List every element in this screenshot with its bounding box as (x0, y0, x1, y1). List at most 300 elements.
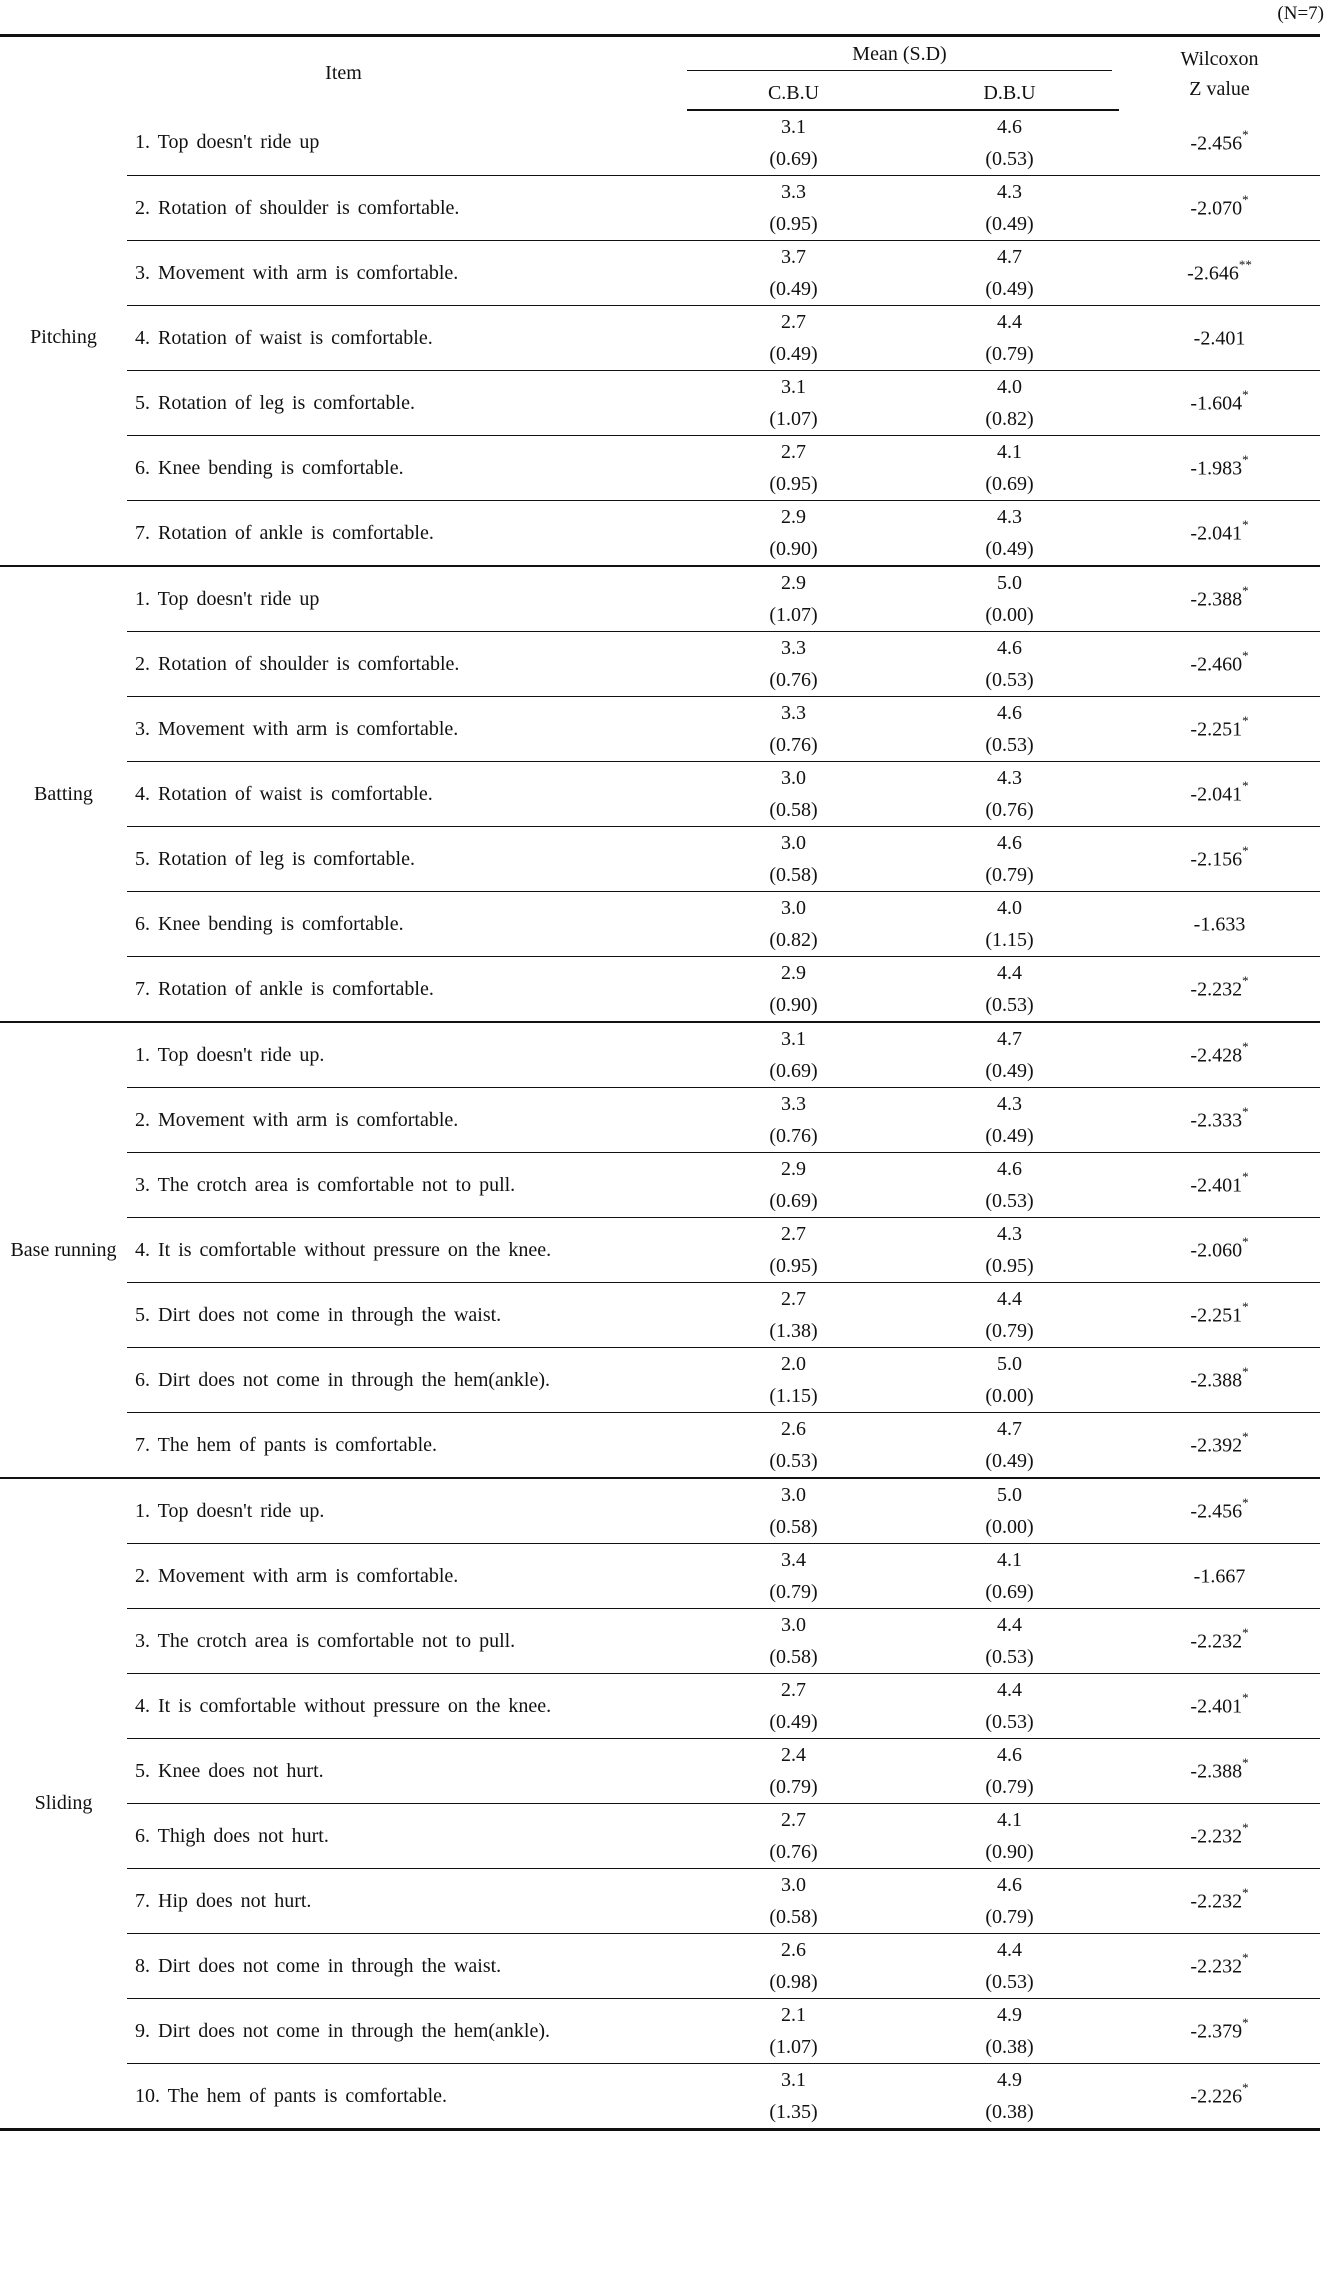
dbu-mean: 4.7 (997, 246, 1022, 268)
cbu-cell (687, 566, 900, 632)
cbu-mean: 3.3 (781, 637, 806, 659)
dbu-mean: 4.6 (997, 832, 1022, 854)
z-value: -2.232 (1190, 1955, 1243, 1978)
table-row (0, 1869, 1320, 1934)
cbu-sd: (0.95) (769, 213, 818, 235)
table-row (0, 501, 1320, 567)
significance-mark: * (1242, 387, 1249, 403)
cbu-sd: (1.35) (769, 2101, 818, 2123)
table-row (0, 1413, 1320, 1479)
z-value: -2.232 (1190, 978, 1243, 1001)
item-text: 2. Rotation of shoulder is comfortable. (127, 632, 687, 697)
cbu-cell (687, 1544, 900, 1609)
dbu-mean: 4.3 (997, 181, 1022, 203)
cbu-mean: 3.0 (781, 897, 806, 919)
cbu-sd: (0.69) (769, 1060, 818, 1082)
cbu-sd: (0.98) (769, 1971, 818, 1993)
cbu-cell (687, 436, 900, 501)
dbu-mean: 4.4 (997, 311, 1022, 333)
dbu-mean: 4.9 (997, 2069, 1022, 2091)
cbu-mean: 2.7 (781, 441, 806, 463)
cbu-sd: (0.79) (769, 1776, 818, 1798)
cbu-mean: 3.1 (781, 1028, 806, 1050)
z-value: -2.646 (1187, 262, 1239, 285)
z-cell (1119, 1674, 1320, 1739)
z-cell (1119, 892, 1320, 957)
z-cell (1119, 241, 1320, 306)
cbu-cell (687, 1739, 900, 1804)
dbu-sd: (0.49) (985, 538, 1034, 560)
significance-mark: * (1242, 2015, 1249, 2031)
z-cell (1119, 1999, 1320, 2064)
significance-mark: * (1242, 1169, 1249, 1185)
cbu-mean: 3.0 (781, 1484, 806, 1506)
dbu-sd: (0.00) (985, 1385, 1034, 1407)
cbu-sd: (0.58) (769, 1906, 818, 1928)
significance-mark: * (1242, 517, 1249, 533)
dbu-cell (900, 1739, 1119, 1804)
cbu-cell (687, 501, 900, 567)
cbu-mean: 3.0 (781, 767, 806, 789)
header-mean (687, 36, 1119, 78)
z-cell (1119, 436, 1320, 501)
z-value: -2.401 (1190, 1695, 1243, 1718)
dbu-sd: (0.49) (985, 1125, 1034, 1147)
table-row (0, 1739, 1320, 1804)
significance-mark: * (1242, 1625, 1249, 1641)
dbu-sd: (0.49) (985, 1450, 1034, 1472)
cbu-cell (687, 1218, 900, 1283)
cbu-mean: 3.4 (781, 1549, 806, 1571)
dbu-mean: 4.0 (997, 376, 1022, 398)
cbu-cell (687, 1478, 900, 1544)
table-row (0, 697, 1320, 762)
z-cell (1119, 1283, 1320, 1348)
significance-mark: * (1242, 1429, 1249, 1445)
z-cell (1119, 1022, 1320, 1088)
group-label: Sliding (0, 1478, 127, 2130)
table-row (0, 957, 1320, 1023)
table-row (0, 827, 1320, 892)
cbu-sd: (0.82) (769, 929, 818, 951)
dbu-mean: 4.7 (997, 1418, 1022, 1440)
table-body (0, 110, 1320, 2130)
dbu-sd: (0.49) (985, 278, 1034, 300)
dbu-mean: 4.1 (997, 1549, 1022, 1571)
z-value: -2.251 (1190, 1304, 1243, 1327)
dbu-cell (900, 1609, 1119, 1674)
cbu-sd: (0.58) (769, 864, 818, 886)
dbu-mean: 4.6 (997, 116, 1022, 138)
z-cell (1119, 957, 1320, 1023)
z-value: -2.070 (1190, 197, 1243, 220)
dbu-sd: (0.38) (985, 2101, 1034, 2123)
item-text: 9. Dirt does not come in through the hem(ankle). (127, 1999, 687, 2064)
z-cell (1119, 1153, 1320, 1218)
cbu-sd: (0.53) (769, 1450, 818, 1472)
group-label: Batting (0, 566, 127, 1022)
table-row (0, 1934, 1320, 1999)
item-text: 1. Top doesn't ride up. (127, 1022, 687, 1088)
z-value: -2.392 (1190, 1434, 1243, 1457)
group-label: Pitching (0, 110, 127, 566)
table-row (0, 1999, 1320, 2064)
dbu-cell (900, 241, 1119, 306)
table-row (0, 1609, 1320, 1674)
z-cell (1119, 1609, 1320, 1674)
cbu-mean: 3.3 (781, 181, 806, 203)
z-cell (1119, 1218, 1320, 1283)
z-value: -1.667 (1193, 1565, 1246, 1588)
significance-mark: * (1242, 1299, 1249, 1315)
cbu-sd: (0.95) (769, 473, 818, 495)
z-value: -2.060 (1190, 1239, 1243, 1262)
cbu-sd: (0.90) (769, 538, 818, 560)
cbu-cell (687, 1413, 900, 1479)
cbu-sd: (1.07) (769, 2036, 818, 2058)
cbu-sd: (0.76) (769, 669, 818, 691)
cbu-cell (687, 306, 900, 371)
table-row (0, 566, 1320, 632)
item-text: 6. Thigh does not hurt. (127, 1804, 687, 1869)
dbu-cell (900, 1218, 1119, 1283)
cbu-mean: 2.7 (781, 1288, 806, 1310)
dbu-mean: 4.6 (997, 637, 1022, 659)
cbu-sd: (0.76) (769, 1841, 818, 1863)
table-row (0, 1283, 1320, 1348)
z-value: -1.633 (1193, 913, 1246, 936)
item-text: 10. The hem of pants is comfortable. (127, 2064, 687, 2130)
dbu-mean: 4.6 (997, 702, 1022, 724)
cbu-mean: 3.0 (781, 1874, 806, 1896)
z-cell (1119, 566, 1320, 632)
cbu-mean: 3.1 (781, 376, 806, 398)
significance-mark: * (1242, 1364, 1249, 1380)
z-value: -2.041 (1190, 783, 1243, 806)
dbu-mean: 4.3 (997, 1223, 1022, 1245)
dbu-cell (900, 306, 1119, 371)
dbu-sd: (0.82) (985, 408, 1034, 430)
header-dbu: D.B.U (900, 77, 1119, 110)
z-value: -2.388 (1190, 1760, 1243, 1783)
dbu-sd: (0.79) (985, 1776, 1034, 1798)
item-text: 2. Rotation of shoulder is comfortable. (127, 176, 687, 241)
item-text: 5. Rotation of leg is comfortable. (127, 827, 687, 892)
table-row (0, 2064, 1320, 2130)
dbu-sd: (0.69) (985, 473, 1034, 495)
cbu-sd: (0.58) (769, 1646, 818, 1668)
dbu-cell (900, 371, 1119, 436)
dbu-mean: 4.4 (997, 1614, 1022, 1636)
dbu-sd: (0.53) (985, 1190, 1034, 1212)
item-text: 4. It is comfortable without pressure on the knee. (127, 1218, 687, 1283)
dbu-cell (900, 176, 1119, 241)
item-text: 4. Rotation of waist is comfortable. (127, 762, 687, 827)
dbu-mean: 5.0 (997, 572, 1022, 594)
significance-mark: * (1242, 1885, 1249, 1901)
item-text: 6. Knee bending is comfortable. (127, 892, 687, 957)
significance-mark: * (1242, 126, 1249, 142)
cbu-mean: 2.9 (781, 572, 806, 594)
cbu-mean: 2.7 (781, 311, 806, 333)
significance-mark: * (1242, 192, 1249, 208)
dbu-cell (900, 1022, 1119, 1088)
z-value: -2.401 (1190, 1174, 1243, 1197)
z-cell (1119, 306, 1320, 371)
table-row (0, 1348, 1320, 1413)
cbu-mean: 2.9 (781, 1158, 806, 1180)
z-cell (1119, 1544, 1320, 1609)
cbu-sd: (0.95) (769, 1255, 818, 1277)
dbu-cell (900, 632, 1119, 697)
table-row (0, 306, 1320, 371)
dbu-sd: (0.79) (985, 343, 1034, 365)
z-value: -2.388 (1190, 1369, 1243, 1392)
table-row (0, 632, 1320, 697)
cbu-sd: (0.58) (769, 1516, 818, 1538)
significance-mark: * (1242, 843, 1249, 859)
dbu-sd: (0.38) (985, 2036, 1034, 2058)
dbu-sd: (0.79) (985, 864, 1034, 886)
item-text: 4. It is comfortable without pressure on the knee. (127, 1674, 687, 1739)
item-text: 1. Top doesn't ride up (127, 566, 687, 632)
dbu-mean: 5.0 (997, 1353, 1022, 1375)
z-cell (1119, 1413, 1320, 1479)
cbu-mean: 2.7 (781, 1679, 806, 1701)
group-label: Base running (0, 1022, 127, 1478)
z-cell (1119, 632, 1320, 697)
z-cell (1119, 1804, 1320, 1869)
dbu-sd: (0.53) (985, 1646, 1034, 1668)
significance-mark: * (1242, 1820, 1249, 1836)
significance-mark: * (1242, 452, 1249, 468)
z-cell (1119, 1348, 1320, 1413)
table-row (0, 1022, 1320, 1088)
dbu-sd: (0.53) (985, 148, 1034, 170)
z-value: -2.041 (1190, 522, 1243, 545)
table-row (0, 436, 1320, 501)
dbu-mean: 4.4 (997, 962, 1022, 984)
significance-mark: * (1242, 2080, 1249, 2096)
dbu-cell (900, 1934, 1119, 1999)
cbu-mean: 2.6 (781, 1939, 806, 1961)
dbu-cell (900, 1674, 1119, 1739)
dbu-cell (900, 566, 1119, 632)
cbu-mean: 2.7 (781, 1809, 806, 1831)
cbu-sd: (0.69) (769, 148, 818, 170)
cbu-cell (687, 2064, 900, 2130)
dbu-sd: (0.53) (985, 669, 1034, 691)
table-row (0, 1153, 1320, 1218)
cbu-mean: 3.1 (781, 2069, 806, 2091)
dbu-sd: (1.15) (985, 929, 1034, 951)
table-row (0, 1218, 1320, 1283)
dbu-sd: (0.53) (985, 1971, 1034, 1993)
item-text: 3. The crotch area is comfortable not to pull. (127, 1153, 687, 1218)
cbu-mean: 3.1 (781, 116, 806, 138)
significance-mark: * (1242, 1690, 1249, 1706)
table-row (0, 176, 1320, 241)
significance-mark: * (1242, 1755, 1249, 1771)
cbu-mean: 3.0 (781, 832, 806, 854)
dbu-cell (900, 1283, 1119, 1348)
item-text: 1. Top doesn't ride up. (127, 1478, 687, 1544)
cbu-sd: (0.76) (769, 1125, 818, 1147)
dbu-mean: 4.3 (997, 506, 1022, 528)
significance-mark: ** (1238, 257, 1252, 273)
z-cell (1119, 371, 1320, 436)
dbu-sd: (0.53) (985, 994, 1034, 1016)
item-text: 5. Rotation of leg is comfortable. (127, 371, 687, 436)
cbu-mean: 3.3 (781, 1093, 806, 1115)
cbu-cell (687, 1348, 900, 1413)
z-value: -2.251 (1190, 718, 1243, 741)
z-value: -2.232 (1190, 1890, 1243, 1913)
dbu-cell (900, 2064, 1119, 2130)
z-value: -1.983 (1190, 457, 1243, 480)
dbu-mean: 4.3 (997, 767, 1022, 789)
item-text: 2. Movement with arm is comfortable. (127, 1088, 687, 1153)
table-row (0, 892, 1320, 957)
item-text: 3. Movement with arm is comfortable. (127, 241, 687, 306)
dbu-cell (900, 1869, 1119, 1934)
cbu-cell (687, 176, 900, 241)
z-cell (1119, 501, 1320, 567)
cbu-mean: 2.1 (781, 2004, 806, 2026)
sample-size-note: (N=7) (1277, 3, 1324, 24)
table-row (0, 1804, 1320, 1869)
z-cell (1119, 110, 1320, 176)
dbu-sd: (0.53) (985, 734, 1034, 756)
cbu-mean: 2.0 (781, 1353, 806, 1375)
z-value: -2.401 (1193, 327, 1246, 350)
dbu-cell (900, 110, 1119, 176)
dbu-sd: (0.49) (985, 1060, 1034, 1082)
cbu-cell (687, 1609, 900, 1674)
z-cell (1119, 827, 1320, 892)
cbu-sd: (0.49) (769, 278, 818, 300)
cbu-cell (687, 762, 900, 827)
item-text: 7. Hip does not hurt. (127, 1869, 687, 1934)
dbu-sd: (0.90) (985, 1841, 1034, 1863)
item-text: 1. Top doesn't ride up (127, 110, 687, 176)
cbu-cell (687, 1674, 900, 1739)
z-cell (1119, 2064, 1320, 2130)
header-cbu: C.B.U (687, 77, 900, 110)
table-row (0, 762, 1320, 827)
header-z-line1: Wilcoxon (1180, 47, 1259, 70)
item-text: 5. Dirt does not come in through the waist. (127, 1283, 687, 1348)
cbu-sd: (1.38) (769, 1320, 818, 1342)
dbu-cell (900, 827, 1119, 892)
z-cell (1119, 1478, 1320, 1544)
dbu-sd: (0.00) (985, 604, 1034, 626)
dbu-sd: (0.79) (985, 1320, 1034, 1342)
table-row (0, 1478, 1320, 1544)
dbu-sd: (0.49) (985, 213, 1034, 235)
dbu-cell (900, 436, 1119, 501)
significance-mark: * (1242, 778, 1249, 794)
dbu-sd: (0.95) (985, 1255, 1034, 1277)
dbu-cell (900, 697, 1119, 762)
z-value: -2.232 (1190, 1630, 1243, 1653)
dbu-cell (900, 1153, 1119, 1218)
dbu-cell (900, 762, 1119, 827)
dbu-sd: (0.76) (985, 799, 1034, 821)
item-text: 7. Rotation of ankle is comfortable. (127, 957, 687, 1023)
dbu-sd: (0.53) (985, 1711, 1034, 1733)
cbu-sd: (0.69) (769, 1190, 818, 1212)
z-cell (1119, 1088, 1320, 1153)
dbu-cell (900, 957, 1119, 1023)
item-text: 6. Dirt does not come in through the hem(ankle). (127, 1348, 687, 1413)
cbu-mean: 3.0 (781, 1614, 806, 1636)
z-cell (1119, 1739, 1320, 1804)
cbu-cell (687, 1088, 900, 1153)
z-value: -1.604 (1190, 392, 1243, 415)
dbu-cell (900, 892, 1119, 957)
z-value: -2.428 (1190, 1044, 1243, 1067)
item-text: 7. The hem of pants is comfortable. (127, 1413, 687, 1479)
cbu-mean: 3.7 (781, 246, 806, 268)
dbu-sd: (0.69) (985, 1581, 1034, 1603)
item-text: 8. Dirt does not come in through the waist. (127, 1934, 687, 1999)
dbu-cell (900, 1413, 1119, 1479)
table-row (0, 1544, 1320, 1609)
dbu-mean: 4.4 (997, 1939, 1022, 1961)
z-cell (1119, 762, 1320, 827)
z-value: -2.232 (1190, 1825, 1243, 1848)
z-value: -2.226 (1190, 2085, 1243, 2108)
significance-mark: * (1242, 1495, 1249, 1511)
cbu-mean: 2.7 (781, 1223, 806, 1245)
dbu-cell (900, 1088, 1119, 1153)
dbu-mean: 4.4 (997, 1679, 1022, 1701)
cbu-cell (687, 1869, 900, 1934)
dbu-sd: (0.79) (985, 1906, 1034, 1928)
item-text: 5. Knee does not hurt. (127, 1739, 687, 1804)
z-value: -2.333 (1190, 1109, 1243, 1132)
dbu-mean: 4.4 (997, 1288, 1022, 1310)
cbu-mean: 2.6 (781, 1418, 806, 1440)
dbu-mean: 4.7 (997, 1028, 1022, 1050)
dbu-mean: 4.6 (997, 1874, 1022, 1896)
z-value: -2.456 (1190, 132, 1243, 155)
table-row (0, 1088, 1320, 1153)
cbu-mean: 2.9 (781, 962, 806, 984)
item-text: 7. Rotation of ankle is comfortable. (127, 501, 687, 567)
cbu-sd: (0.58) (769, 799, 818, 821)
cbu-sd: (0.49) (769, 1711, 818, 1733)
table-row (0, 371, 1320, 436)
dbu-mean: 4.0 (997, 897, 1022, 919)
dbu-mean: 4.6 (997, 1158, 1022, 1180)
cbu-cell (687, 1934, 900, 1999)
dbu-cell (900, 1544, 1119, 1609)
z-value: -2.379 (1190, 2020, 1243, 2043)
significance-mark: * (1242, 1234, 1249, 1250)
table-row (0, 110, 1320, 176)
cbu-cell (687, 1283, 900, 1348)
cbu-cell (687, 1999, 900, 2064)
cbu-sd: (1.07) (769, 408, 818, 430)
dbu-mean: 4.9 (997, 2004, 1022, 2026)
significance-mark: * (1242, 583, 1249, 599)
header-item: Item (325, 62, 362, 84)
cbu-sd: (0.49) (769, 343, 818, 365)
cbu-mean: 2.9 (781, 506, 806, 528)
cbu-cell (687, 371, 900, 436)
